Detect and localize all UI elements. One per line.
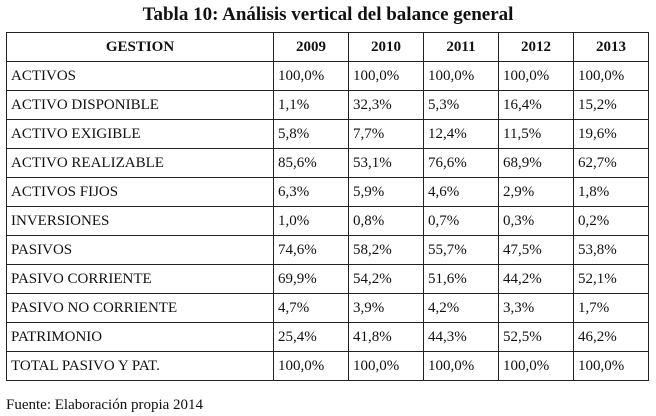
value-cell: 5,8% xyxy=(274,120,349,149)
table-row xyxy=(7,149,649,178)
value-cell: 52,5% xyxy=(499,323,574,352)
value-cell: 53,1% xyxy=(349,149,424,178)
value-cell: 0,2% xyxy=(574,207,649,236)
value-cell: 74,6% xyxy=(274,236,349,265)
table-row xyxy=(7,323,649,352)
table-row xyxy=(7,265,649,294)
header-cell-gestion: GESTION xyxy=(7,33,274,62)
value-cell: 4,2% xyxy=(424,294,499,323)
value-cell: 1,1% xyxy=(274,91,349,120)
table-row xyxy=(7,120,649,149)
value-cell: 51,6% xyxy=(424,265,499,294)
value-cell: 62,7% xyxy=(574,149,649,178)
row-label: PASIVO CORRIENTE xyxy=(7,265,274,294)
value-cell: 32,3% xyxy=(349,91,424,120)
header-row xyxy=(7,33,649,62)
value-cell: 55,7% xyxy=(424,236,499,265)
value-cell: 44,2% xyxy=(499,265,574,294)
value-cell: 68,9% xyxy=(499,149,574,178)
row-label: ACTIVOS xyxy=(7,62,274,91)
table-title: Tabla 10: Análisis vertical del balance general xyxy=(142,4,514,25)
value-cell: 100,0% xyxy=(274,352,349,381)
value-cell: 69,9% xyxy=(274,265,349,294)
value-cell: 12,4% xyxy=(424,120,499,149)
value-cell: 100,0% xyxy=(349,352,424,381)
value-cell: 0,3% xyxy=(499,207,574,236)
value-cell: 5,3% xyxy=(424,91,499,120)
value-cell: 0,7% xyxy=(424,207,499,236)
value-cell: 100,0% xyxy=(499,62,574,91)
row-label: PASIVO NO CORRIENTE xyxy=(7,294,274,323)
balance-table xyxy=(6,32,649,381)
value-cell: 46,2% xyxy=(574,323,649,352)
value-cell: 47,5% xyxy=(499,236,574,265)
value-cell: 6,3% xyxy=(274,178,349,207)
row-label: PATRIMONIO xyxy=(7,323,274,352)
value-cell: 1,8% xyxy=(574,178,649,207)
table-row xyxy=(7,91,649,120)
value-cell: 76,6% xyxy=(424,149,499,178)
source-note: Fuente: Elaboración propia 2014 xyxy=(6,397,204,413)
row-label: ACTIVOS FIJOS xyxy=(7,178,274,207)
value-cell: 3,3% xyxy=(499,294,574,323)
row-label: ACTIVO REALIZABLE xyxy=(7,149,274,178)
table-row xyxy=(7,207,649,236)
header-cell-2012: 2012 xyxy=(499,33,574,62)
value-cell: 44,3% xyxy=(424,323,499,352)
value-cell: 100,0% xyxy=(424,352,499,381)
row-label: INVERSIONES xyxy=(7,207,274,236)
row-label: PASIVOS xyxy=(7,236,274,265)
header-cell-2010: 2010 xyxy=(349,33,424,62)
table-row xyxy=(7,352,649,381)
value-cell: 53,8% xyxy=(574,236,649,265)
value-cell: 85,6% xyxy=(274,149,349,178)
value-cell: 1,0% xyxy=(274,207,349,236)
value-cell: 54,2% xyxy=(349,265,424,294)
value-cell: 3,9% xyxy=(349,294,424,323)
value-cell: 5,9% xyxy=(349,178,424,207)
value-cell: 41,8% xyxy=(349,323,424,352)
value-cell: 15,2% xyxy=(574,91,649,120)
value-cell: 58,2% xyxy=(349,236,424,265)
value-cell: 4,7% xyxy=(274,294,349,323)
row-label: ACTIVO EXIGIBLE xyxy=(7,120,274,149)
value-cell: 52,1% xyxy=(574,265,649,294)
value-cell: 100,0% xyxy=(274,62,349,91)
value-cell: 7,7% xyxy=(349,120,424,149)
value-cell: 100,0% xyxy=(424,62,499,91)
value-cell: 25,4% xyxy=(274,323,349,352)
value-cell: 100,0% xyxy=(574,62,649,91)
table-row xyxy=(7,178,649,207)
value-cell: 0,8% xyxy=(349,207,424,236)
value-cell: 100,0% xyxy=(499,352,574,381)
value-cell: 16,4% xyxy=(499,91,574,120)
value-cell: 100,0% xyxy=(574,352,649,381)
table-row xyxy=(7,236,649,265)
header-cell-2013: 2013 xyxy=(574,33,649,62)
row-label: ACTIVO DISPONIBLE xyxy=(7,91,274,120)
value-cell: 1,7% xyxy=(574,294,649,323)
header-cell-2011: 2011 xyxy=(424,33,499,62)
table-row xyxy=(7,62,649,91)
value-cell: 4,6% xyxy=(424,178,499,207)
value-cell: 2,9% xyxy=(499,178,574,207)
value-cell: 19,6% xyxy=(574,120,649,149)
value-cell: 11,5% xyxy=(499,120,574,149)
value-cell: 100,0% xyxy=(349,62,424,91)
row-label: TOTAL PASIVO Y PAT. xyxy=(7,352,274,381)
header-cell-2009: 2009 xyxy=(274,33,349,62)
table-row xyxy=(7,294,649,323)
